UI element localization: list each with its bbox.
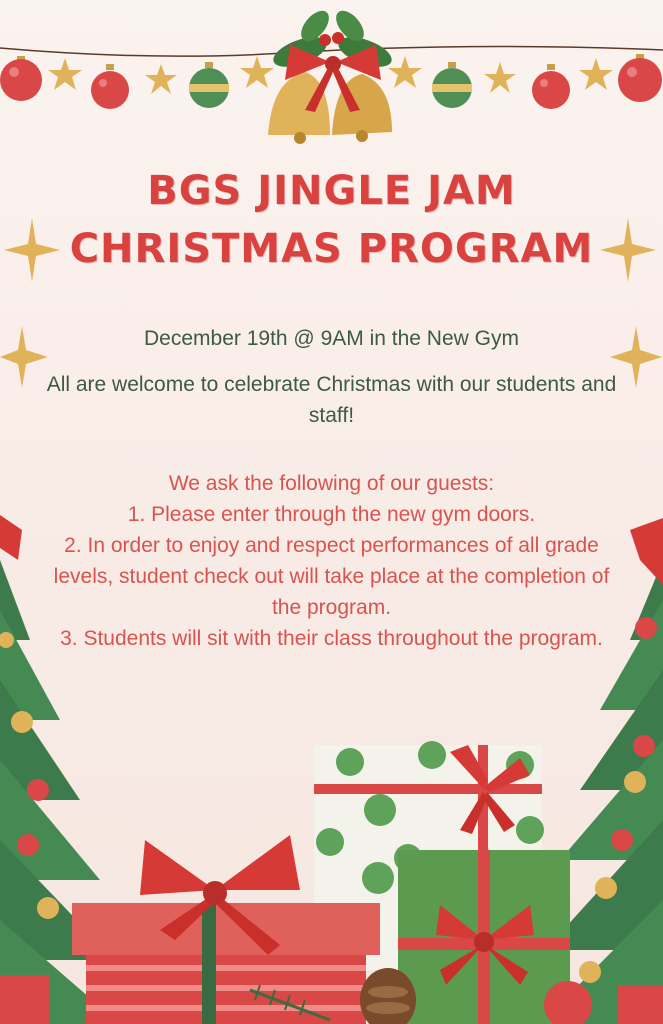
guest-request-item-3: 3. Students will sit with their class throughout the program.: [60, 627, 603, 650]
guest-request-item-2: 2. In order to enjoy and respect performances of all grade levels, student check out will take place at the completion of the program.: [53, 534, 610, 619]
red-bow-icon: [0, 515, 22, 560]
guest-request-item-1: 1. Please enter through the new gym doors.: [127, 503, 536, 526]
title-line-1: BGS JINGLE JAM: [147, 168, 516, 214]
event-date-location: December 19th @ 9AM in the New Gym: [144, 327, 519, 350]
guest-requests-intro: We ask the following of our guests:: [168, 472, 495, 495]
red-bow-icon: [630, 518, 663, 585]
welcome-message: All are welcome to celebrate Christmas with our students and staff!: [46, 373, 617, 427]
title-line-2: CHRISTMAS PROGRAM: [69, 226, 594, 272]
green-gift-icon: [398, 850, 570, 1024]
